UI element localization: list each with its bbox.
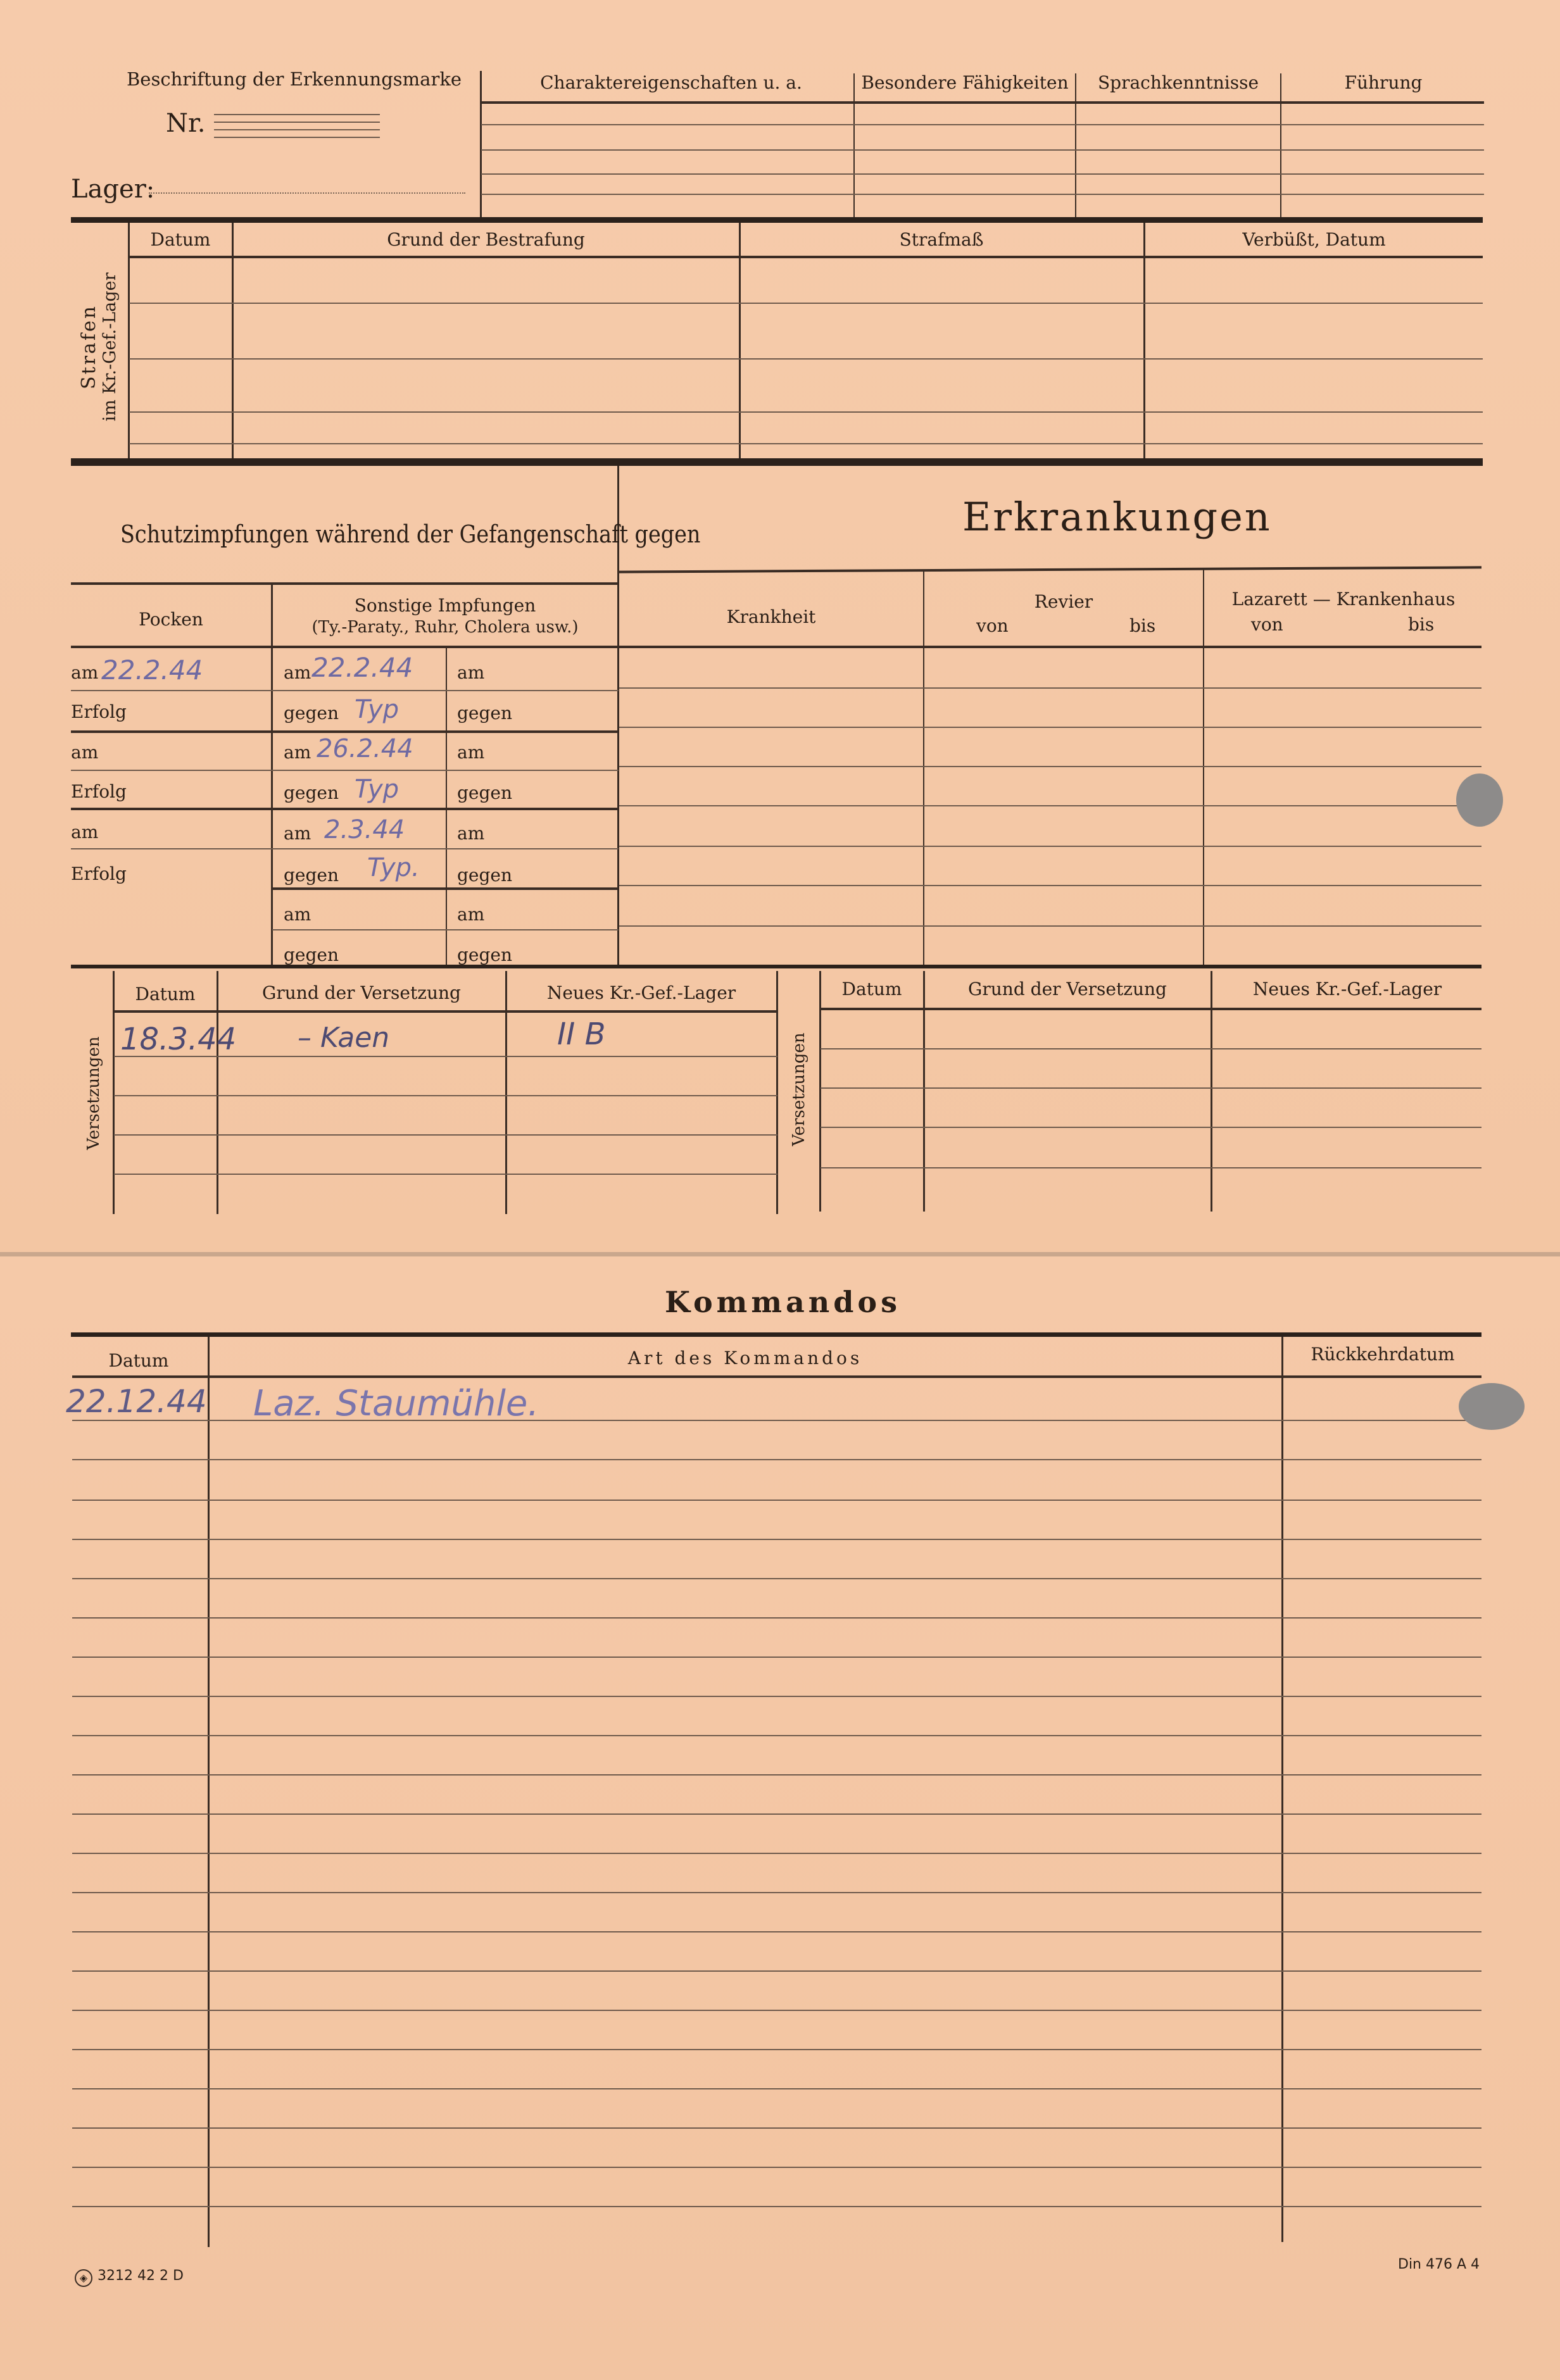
sonstige-date-3: 2.3.44	[324, 815, 405, 844]
pocken-date-1: 22.2.44	[101, 654, 203, 686]
lager-dotted-line	[149, 192, 465, 194]
pocken-erfolg-3: Erfolg	[71, 863, 127, 884]
sonstige-am-2: am	[284, 742, 311, 763]
nr-label: Nr.	[166, 109, 206, 138]
strafen-col-verbuesst: Verbüßt, Datum	[1242, 229, 1386, 250]
vers-right-col-lager: Neues Kr.-Gef.-Lager	[1252, 979, 1442, 999]
footer-logo: ◈	[75, 2269, 92, 2287]
schutzimpfungen-title: Schutzimpfungen während der Gefangenschaft gegen	[120, 520, 701, 548]
vers-right-col-datum: Datum	[841, 979, 902, 999]
footer-left: 3212 42 2 D	[98, 2268, 184, 2284]
lazarett-von: von	[1251, 614, 1283, 635]
sonstige-b-am-4: am	[457, 904, 485, 925]
strafen-side-label: Strafen im Kr.-Gef.-Lager	[78, 272, 120, 422]
col-besondere-faehigkeiten: Besondere Fähigkeiten	[861, 72, 1069, 93]
sonstige-date-2: 26.2.44	[317, 734, 413, 763]
sonstige-date-1: 22.2.44	[311, 652, 413, 683]
vers-entry-grund: – Kaen	[298, 1022, 390, 1054]
vers-right-col-grund: Grund der Versetzung	[968, 979, 1167, 999]
lager-label: Lager:	[71, 175, 155, 204]
versetzungen-side-label-right: Versetzungen	[789, 1032, 808, 1146]
sonstige-b-am-3: am	[457, 823, 485, 844]
kommando-entry-datum: 22.12.44	[66, 1383, 207, 1420]
vers-entry-lager: II B	[557, 1017, 606, 1052]
pocken-am-1: am	[71, 662, 99, 683]
col-revier: Revier	[1034, 591, 1093, 612]
kommandos-col-rueckkehr: Rückkehrdatum	[1311, 1344, 1455, 1365]
lazarett-bis: bis	[1408, 614, 1435, 635]
sonstige-b-gegen-3: gegen	[457, 865, 513, 886]
sonstige-gegen-2-value: Typ	[355, 775, 399, 804]
erkennungsmarke-title: Beschriftung der Erkennungsmarke	[127, 68, 462, 90]
versetzungen-side-label-left: Versetzungen	[84, 1036, 103, 1150]
strafen-col-strafmass: Strafmaß	[899, 229, 984, 250]
kommandos-col-art: Art des Kommandos	[627, 1348, 863, 1368]
strafen-col-grund: Grund der Bestrafung	[387, 229, 585, 250]
col-pocken: Pocken	[139, 609, 203, 630]
revier-von: von	[976, 615, 1009, 636]
sonstige-b-gegen-4: gegen	[457, 944, 513, 965]
sonstige-am-4: am	[284, 904, 311, 925]
pocken-am-2: am	[71, 742, 99, 763]
pocken-am-3: am	[71, 822, 99, 842]
sonstige-gegen-4: gegen	[284, 944, 339, 965]
col-sprachkenntnisse: Sprachkenntnisse	[1097, 72, 1259, 93]
col-charaktereigenschaften: Charaktereigenschaften u. a.	[540, 72, 802, 93]
pocken-erfolg-1: Erfolg	[71, 701, 127, 722]
strafen-col-datum: Datum	[150, 229, 211, 250]
vers-left-col-lager: Neues Kr.-Gef.-Lager	[546, 982, 736, 1003]
col-sonstige-impfungen: Sonstige Impfungen (Ty.-Paraty., Ruhr, Cholera usw.)	[311, 595, 579, 637]
punch-hole-top	[1456, 774, 1503, 827]
sonstige-gegen-1: gegen	[284, 703, 339, 723]
punch-hole-bottom	[1459, 1383, 1525, 1430]
sonstige-am-3: am	[284, 823, 311, 844]
footer-right: Din 476 A 4	[1398, 2257, 1480, 2272]
sonstige-gegen-3: gegen	[284, 865, 339, 886]
sonstige-gegen-2: gegen	[284, 782, 339, 803]
vers-entry-datum: 18.3.44	[120, 1022, 237, 1057]
sonstige-gegen-1-value: Typ	[355, 695, 399, 724]
sonstige-b-gegen-1: gegen	[457, 703, 513, 723]
sonstige-gegen-3-value: Typ.	[367, 853, 420, 882]
sonstige-b-am-2: am	[457, 742, 485, 763]
vers-left-col-grund: Grund der Versetzung	[262, 982, 461, 1003]
card-fold	[0, 1252, 1560, 1256]
vers-left-col-datum: Datum	[135, 984, 196, 1005]
revier-bis: bis	[1129, 615, 1156, 636]
sonstige-am-1: am	[284, 662, 311, 683]
kommando-entry-art: Laz. Staumühle.	[253, 1383, 539, 1424]
form-bottom-card	[0, 1256, 1560, 2380]
kommandos-title: Kommandos	[665, 1285, 901, 1319]
kommandos-col-datum: Datum	[108, 1350, 169, 1371]
col-krankheit: Krankheit	[726, 606, 816, 627]
sonstige-b-am-1: am	[457, 662, 485, 683]
col-lazarett: Lazarett — Krankenhaus	[1231, 589, 1456, 610]
col-fuehrung: Führung	[1344, 72, 1423, 93]
sonstige-b-gegen-2: gegen	[457, 782, 513, 803]
pocken-erfolg-2: Erfolg	[71, 781, 127, 802]
erkrankungen-title: Erkrankungen	[962, 494, 1272, 540]
